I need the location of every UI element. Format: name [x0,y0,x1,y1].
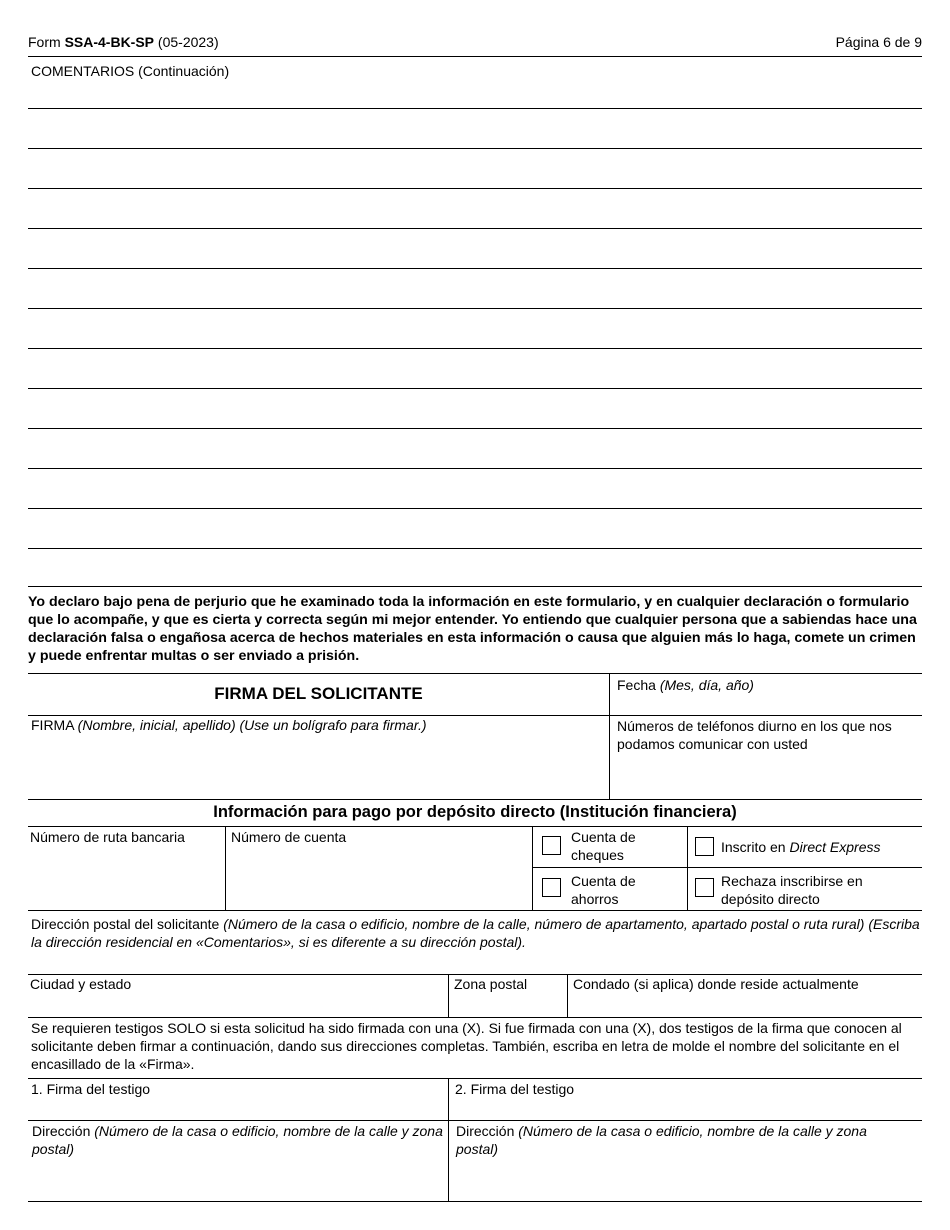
comments-label: COMENTARIOS (Continuación) [31,63,230,79]
comment-line [28,308,922,309]
comment-line [28,188,922,189]
witness-mid-rule [28,1120,922,1121]
date-label-text: Fecha [617,677,660,693]
witness2-label: 2. Firma del testigo [455,1081,575,1097]
county-label: Condado (si aplica) donde reside actualmente [573,976,859,992]
deposit-divider-2 [532,826,533,911]
direct-express-brand: Direct Express [789,839,881,855]
city-state-field[interactable] [28,994,447,1016]
direct-express-checkbox[interactable] [695,837,714,856]
direct-express-label [721,838,881,856]
routing-label: Número de ruta bancaria [30,829,185,845]
firma-label [31,716,427,734]
zip-field[interactable] [449,994,566,1016]
witness2-address-field[interactable] [449,1160,922,1200]
comments-field[interactable] [28,80,922,586]
witness1-signature-field[interactable] [28,1098,447,1119]
comment-line [28,586,922,587]
signature-top-rule [28,673,922,674]
account-label: Número de cuenta [231,829,347,845]
header-rule [28,56,922,57]
mailing-address-label-text: Dirección postal del solicitante [31,916,224,932]
savings-label: Cuenta de ahorros [571,873,636,907]
mailing-address-label [31,915,921,951]
witness1-address-label [32,1122,444,1158]
date-field[interactable] [610,694,922,714]
deposit-bottom-rule [28,910,922,911]
signature-bottom-rule [28,799,922,800]
witness2-address-label [456,1122,871,1158]
mailing-address-hint: (Número de la casa o edificio, nombre de la calle, número de apartamento, apartado postal o ruta rural) (Escriba la dirección residencial en «Comentarios», si es diferente a su dirección postal). [31,916,920,950]
county-field[interactable] [568,994,922,1016]
signature-title: FIRMA DEL SOLICITANTE [214,684,423,703]
comment-line [28,468,922,469]
signature-field[interactable] [28,736,608,798]
direct-express-prefix: Inscrito en [721,839,790,855]
witness-top-rule [28,1078,922,1079]
witness2-address-label-text: Dirección [456,1123,519,1139]
page-number: Página 6 de 9 [835,34,922,50]
date-label [617,676,754,694]
witness-notice: Se requieren testigos SOLO si esta solicitud ha sido firmada con una (X). Si fue firmada con una (X), dos testigos de la firma que conocen al solicitante deben firmar a continuación, dando sus direcciones completas. También, escriba en letra de molde el nombre del solicitante en el encasillado de la «Firma». [31,1020,902,1072]
savings-checkbox[interactable] [542,878,561,897]
zip-label: Zona postal [454,976,528,992]
form-id: SSA-4-BK-SP [64,34,155,50]
mailing-address-field[interactable] [28,952,922,973]
form-prefix: Form [28,34,65,50]
checking-checkbox[interactable] [542,836,561,855]
declaration-text: Yo declaro bajo pena de perjurio que he examinado toda la información en este formulario, y en cualquier declaración o formulario que lo acompañe, y que es cierta y correcta según mi mejor entender. Yo entiendo que cualquier persona que a sabiendas hace una declaración falsa o engañosa acerca de hechos materiales en esta información o causa que alguien más lo haga, comete un crimen y puede enfrentar multas o ser enviado a prisión. [28,594,917,664]
witness2-signature-field[interactable] [449,1098,922,1119]
comment-line [28,228,922,229]
witness2-address-hint: (Número de la casa o edificio, nombre de la calle y zona postal) [456,1123,867,1157]
decline-deposit-label: Rechaza inscribirse en depósito directo [721,873,863,907]
form-date: (05-2023) [154,34,219,50]
witness1-address-hint: (Número de la casa o edificio, nombre de la calle y zona postal) [32,1123,443,1157]
comment-line [28,148,922,149]
comment-line [28,428,922,429]
witness-bottom-rule [28,1201,922,1202]
witness1-address-label-text: Dirección [32,1123,95,1139]
comment-line [28,348,922,349]
deposit-top-rule [28,826,922,827]
comment-line [28,268,922,269]
comment-line [28,388,922,389]
deposit-check-rule [532,867,922,868]
firma-label-text: FIRMA [31,717,78,733]
account-number-field[interactable] [226,848,531,910]
firma-hint: (Nombre, inicial, apellido) (Use un bolígrafo para firmar.) [77,717,427,733]
date-hint: (Mes, día, año) [659,677,754,693]
phone-field[interactable] [610,754,922,798]
city-bottom-rule [28,1017,922,1018]
city-label: Ciudad y estado [30,976,132,992]
form-identifier [28,33,219,51]
phone-label: Números de teléfonos diurno en los que nos podamos comunicar con usted [617,718,892,752]
deposit-divider-3 [687,826,688,911]
routing-number-field[interactable] [28,848,224,910]
witness1-label: 1. Firma del testigo [31,1081,151,1097]
comment-line [28,548,922,549]
witness1-address-field[interactable] [28,1160,447,1200]
decline-deposit-checkbox[interactable] [695,878,714,897]
deposit-title: Información para pago por depósito directo (Institución financiera) [213,803,737,821]
comment-line [28,108,922,109]
checking-label: Cuenta de cheques [571,829,636,863]
comment-line [28,508,922,509]
